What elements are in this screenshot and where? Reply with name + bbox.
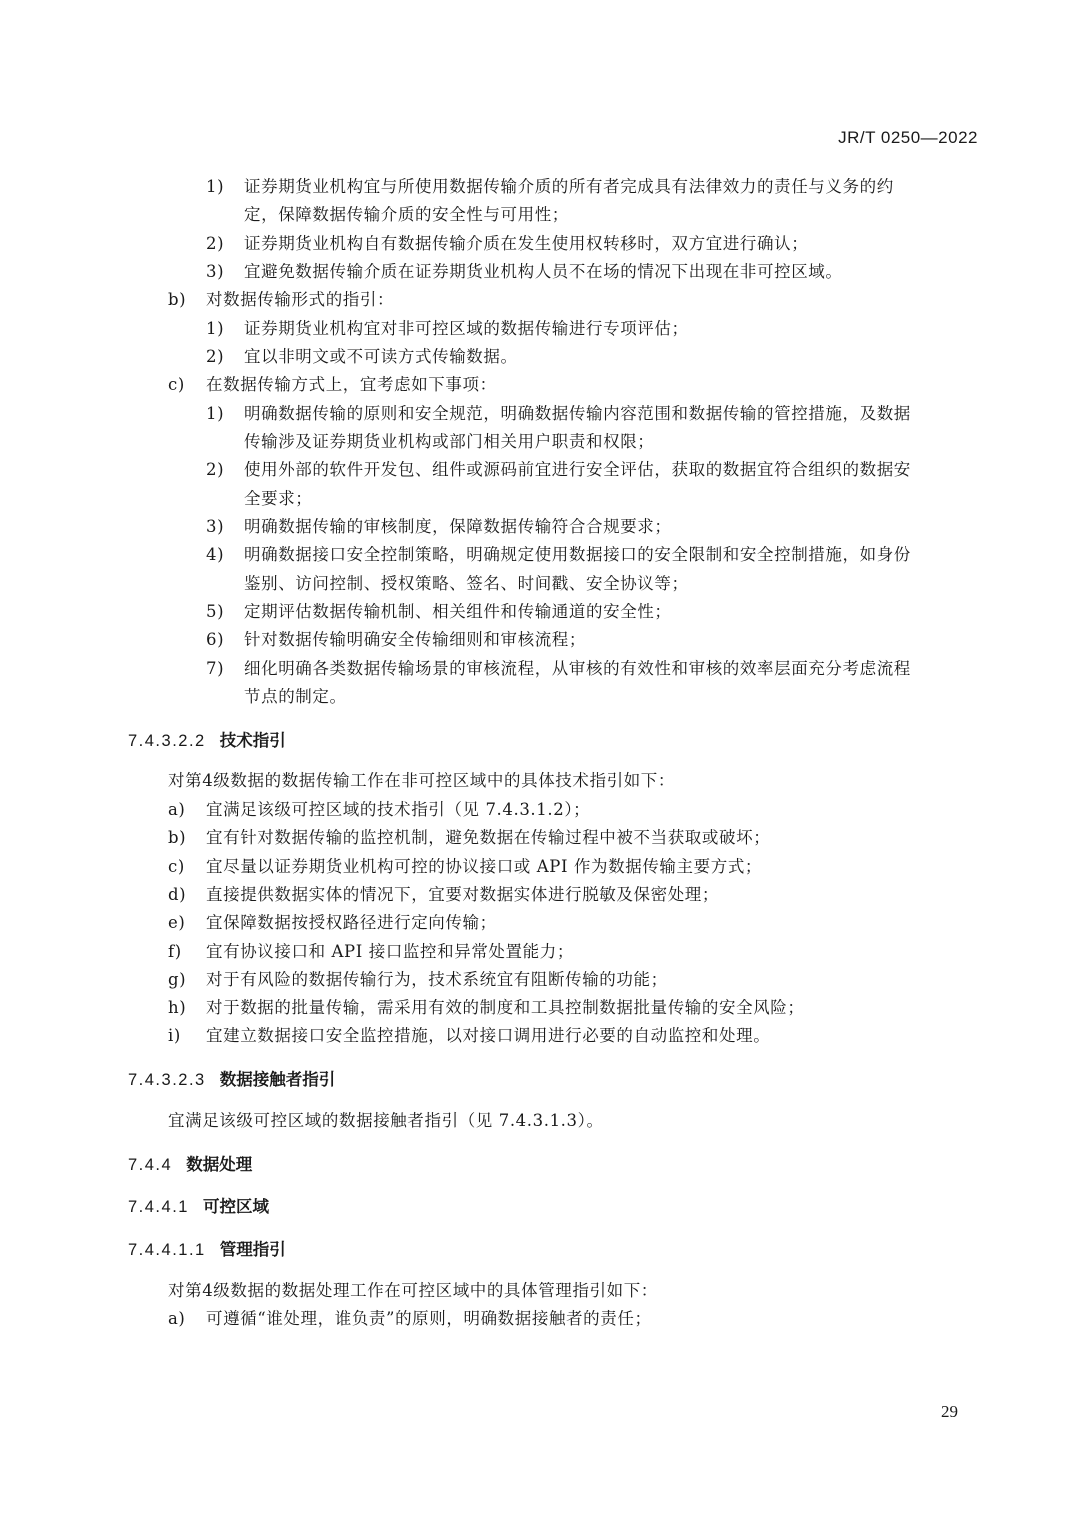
- list-item: a) 可遵循“谁处理，谁负责”的原则，明确数据接触者的责任；: [168, 1309, 652, 1328]
- list-item: 1) 证券期货业机构宜对非可控区域的数据传输进行专项评估；: [206, 319, 689, 338]
- item-text: 针对数据传输明确安全传输细则和审核流程；: [244, 630, 586, 649]
- item-text: 对数据传输形式的指引：: [206, 290, 395, 309]
- standard-code-header: JR/T 0250—2022: [838, 128, 978, 147]
- list-item: 6) 针对数据传输明确安全传输细则和审核流程；: [206, 630, 586, 649]
- item-text: 明确数据传输的审核制度，保障数据传输符合合规要求；: [244, 517, 672, 536]
- list-item: 1) 明确数据传输的原则和安全规范，明确数据传输内容范围和数据传输的管控措施，及数据: [206, 404, 911, 423]
- list-item: c) 在数据传输方式上，宜考虑如下事项：: [168, 375, 497, 394]
- list-item: 2) 使用外部的软件开发包、组件或源码前宜进行安全评估，获取的数据宜符合组织的数据安: [206, 460, 911, 479]
- section-title: 数据处理: [186, 1155, 253, 1174]
- section-title: 管理指引: [219, 1240, 286, 1259]
- list-item: 7) 细化明确各类数据传输场景的审核流程，从审核的有效性和审核的效率层面充分考虑流程: [206, 659, 911, 678]
- list-item: 3) 明确数据传输的审核制度，保障数据传输符合合规要求；: [206, 517, 672, 536]
- list-item: 2) 证券期货业机构自有数据传输介质在发生使用权转移时，双方宜进行确认；: [206, 234, 809, 253]
- item-text: 宜建立数据接口安全监控措施，以对接口调用进行必要的自动监控和处理。: [206, 1026, 771, 1045]
- section-title: 技术指引: [219, 731, 286, 750]
- list-item: f) 宜有协议接口和 API 接口监控和异常处置能力；: [168, 942, 574, 961]
- paragraph: 对第4级数据的数据传输工作在非可控区域中的具体技术指引如下：: [168, 771, 675, 790]
- list-item-continuation: 定，保障数据传输介质的安全性与可用性；: [244, 205, 569, 224]
- section-number: 7.4.4.1.1: [128, 1241, 206, 1259]
- paragraph: 宜满足该级可控区域的数据接触者指引（见 7.4.3.1.3）。: [168, 1111, 604, 1130]
- section-heading: [128, 1151, 252, 1179]
- item-text: 直接提供数据实体的情况下，宜要对数据实体进行脱敏及保密处理；: [206, 885, 719, 904]
- list-item: 1) 证券期货业机构宜与所使用数据传输介质的所有者完成具有法律效力的责任与义务的约: [206, 177, 894, 196]
- list-item: 4) 明确数据接口安全控制策略，明确规定使用数据接口的安全限制和安全控制措施，如身份: [206, 545, 911, 564]
- item-text: 使用外部的软件开发包、组件或源码前宜进行安全评估，获取的数据宜符合组织的数据安: [244, 460, 911, 479]
- list-item: e) 宜保障数据按授权路径进行定向传输；: [168, 913, 497, 932]
- section-heading: [128, 727, 286, 755]
- section-heading: [128, 1066, 335, 1094]
- section-heading: [128, 1236, 286, 1264]
- list-item: b) 宜有针对数据传输的监控机制，避免数据在传输过程中被不当获取或破坏；: [168, 828, 771, 847]
- item-text: 对于有风险的数据传输行为，技术系统宜有阻断传输的功能；: [206, 970, 668, 989]
- section-number: 7.4.4.1: [128, 1198, 189, 1216]
- item-text: 宜保障数据按授权路径进行定向传输；: [206, 913, 497, 932]
- section-title: 可控区域: [202, 1197, 269, 1216]
- list-item: c) 宜尽量以证券期货业机构可控的协议接口或 API 作为数据传输主要方式；: [168, 857, 763, 876]
- list-item: 5) 定期评估数据传输机制、相关组件和传输通道的安全性；: [206, 602, 672, 621]
- section-number: 7.4.3.2.2: [128, 732, 206, 750]
- list-item-continuation: 鉴别、访问控制、授权策略、签名、时间戳、安全协议等；: [244, 574, 689, 593]
- item-text: 证券期货业机构自有数据传输介质在发生使用权转移时，双方宜进行确认；: [244, 234, 809, 253]
- item-text: 宜满足该级可控区域的技术指引（见 7.4.3.1.2）；: [206, 800, 591, 819]
- item-text: 宜以非明文或不可读方式传输数据。: [244, 347, 518, 366]
- item-text: 在数据传输方式上，宜考虑如下事项：: [206, 375, 497, 394]
- item-text: 明确数据接口安全控制策略，明确规定使用数据接口的安全限制和安全控制措施，如身份: [244, 545, 911, 564]
- item-text: 宜尽量以证券期货业机构可控的协议接口或 API 作为数据传输主要方式；: [206, 857, 763, 876]
- list-item: h) 对于数据的批量传输，需采用有效的制度和工具控制数据批量传输的安全风险；: [168, 998, 805, 1017]
- list-item: 3) 宜避免数据传输介质在证券期货业机构人员不在场的情况下出现在非可控区域。: [206, 262, 843, 281]
- item-text: 宜有协议接口和 API 接口监控和异常处置能力；: [206, 942, 574, 961]
- list-item: d) 直接提供数据实体的情况下，宜要对数据实体进行脱敏及保密处理；: [168, 885, 719, 904]
- item-text: 对于数据的批量传输，需采用有效的制度和工具控制数据批量传输的安全风险；: [206, 998, 805, 1017]
- list-item: g) 对于有风险的数据传输行为，技术系统宜有阻断传输的功能；: [168, 970, 668, 989]
- item-text: 明确数据传输的原则和安全规范，明确数据传输内容范围和数据传输的管控措施，及数据: [244, 404, 911, 423]
- item-text: 宜避免数据传输介质在证券期货业机构人员不在场的情况下出现在非可控区域。: [244, 262, 843, 281]
- item-text: 可遵循“谁处理，谁负责”的原则，明确数据接触者的责任；: [206, 1309, 652, 1328]
- list-item-continuation: 节点的制定。: [244, 687, 347, 706]
- item-text: 宜有针对数据传输的监控机制，避免数据在传输过程中被不当获取或破坏；: [206, 828, 771, 847]
- list-item: b) 对数据传输形式的指引：: [168, 290, 395, 309]
- list-item-continuation: 传输涉及证券期货业机构或部门相关用户职责和权限；: [244, 432, 655, 451]
- item-text: 细化明确各类数据传输场景的审核流程，从审核的有效性和审核的效率层面充分考虑流程: [244, 659, 911, 678]
- section-number: 7.4.3.2.3: [128, 1071, 206, 1089]
- item-text: 证券期货业机构宜与所使用数据传输介质的所有者完成具有法律效力的责任与义务的约: [244, 177, 894, 196]
- section-number: 7.4.4: [128, 1156, 173, 1174]
- list-item: a) 宜满足该级可控区域的技术指引（见 7.4.3.1.2）；: [168, 800, 591, 819]
- section-heading: [128, 1193, 269, 1221]
- paragraph: 对第4级数据的数据处理工作在可控区域中的具体管理指引如下：: [168, 1281, 658, 1300]
- list-item: i) 宜建立数据接口安全监控措施，以对接口调用进行必要的自动监控和处理。: [168, 1026, 771, 1045]
- list-item-continuation: 全要求；: [244, 489, 313, 508]
- item-text: 定期评估数据传输机制、相关组件和传输通道的安全性；: [244, 602, 672, 621]
- list-item: 2) 宜以非明文或不可读方式传输数据。: [206, 347, 518, 366]
- item-text: 证券期货业机构宜对非可控区域的数据传输进行专项评估；: [244, 319, 689, 338]
- page-number: 29: [941, 1402, 958, 1421]
- section-title: 数据接触者指引: [219, 1070, 336, 1089]
